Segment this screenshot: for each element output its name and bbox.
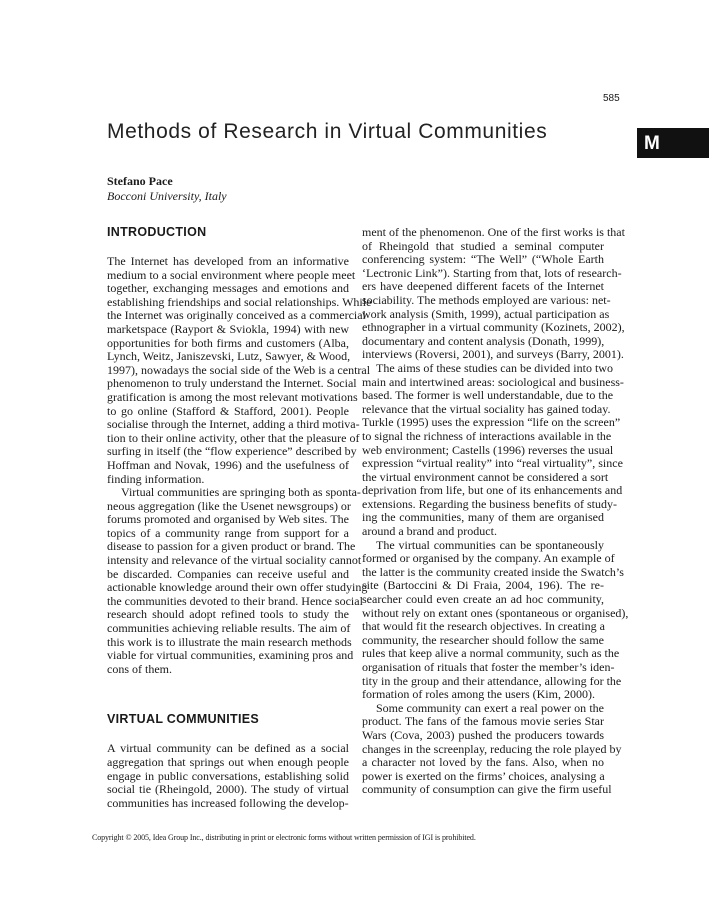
text-line: Hoffman and Novak, 1996) and the usefulness of: [107, 457, 349, 472]
text-line: together, exchanging messages and emotions and: [107, 281, 349, 296]
heading-introduction: INTRODUCTION: [107, 225, 207, 239]
text-line: Lynch, Weitz, Janiszevski, Lutz, Sawyer, & Wood,: [107, 349, 351, 364]
section-tab: M: [637, 128, 709, 158]
right-column: [362, 225, 629, 797]
text-line: to go online (Stafford & Stafford, 2001). People: [107, 403, 349, 418]
text-line: web environment; Castells (1996) reverses the usual: [362, 442, 614, 457]
text-line: communities achieving reliable results. The aim of: [107, 621, 351, 636]
text-line: topics of a community range from support for a: [107, 525, 349, 540]
text-line: social tie (Rheingold, 2000). The study of virtual: [107, 782, 349, 797]
paragraph: [107, 254, 372, 486]
text-line: rules that keep alive a normal community, such as the: [362, 646, 620, 661]
text-line: socialise through the Internet, adding a third motiva-: [107, 417, 360, 432]
paragraph: [107, 742, 349, 810]
text-line: conferencing system: “The Well” (“Whole Earth: [362, 252, 604, 267]
text-line: community of consumption can give the firm useful: [362, 782, 612, 797]
text-line: Virtual communities are springing both as sponta-: [121, 485, 361, 500]
text-line: this work is to illustrate the main research methods: [107, 634, 352, 649]
paragraph: [362, 360, 624, 539]
author-name: Stefano Pace: [107, 174, 173, 188]
paragraph: [362, 700, 622, 797]
text-line: medium to a social environment where people meet: [107, 267, 356, 282]
text-line: formed or organised by the company. An example of: [362, 551, 615, 566]
text-line: opportunities for both firms and customers (Alba,: [107, 335, 349, 350]
text-line: aggregation that springs out when enough people: [107, 755, 349, 769]
text-line: Turkle (1995) uses the expression “life on the screen”: [362, 415, 621, 430]
text-line: marketspace (Rayport & Sviokla, 1994) with new: [107, 321, 349, 336]
text-line: sociability. The methods employed are various: net-: [362, 292, 611, 307]
text-line: extensions. Regarding the business benefits of study-: [362, 496, 617, 511]
text-line: ethnographer in a virtual community (Kozinets, 2002),: [362, 320, 625, 335]
text-line: changes in the screenplay, reducing the role played by: [362, 741, 622, 756]
text-line: the virtual environment cannot be considered a sort: [362, 469, 609, 484]
text-line: the communities devoted to their brand. Hence social: [107, 593, 363, 608]
text-line: documentary and content analysis (Donath, 1999),: [362, 333, 605, 348]
text-line: finding information.: [107, 471, 205, 486]
paragraph: [362, 537, 629, 702]
text-line: ‘Lectronic Link”). Starting from that, lots of research-: [362, 265, 622, 280]
text-line: Wars (Cova, 2003) pushed the producers towards: [362, 727, 604, 742]
text-line: disease to passion for a given product or brand. The: [107, 539, 356, 554]
text-line: forums promoted and organised by Web sites. The: [107, 512, 349, 527]
text-line: ers have deepened different facets of the Internet: [362, 279, 604, 294]
text-line: product. The fans of the famous movie series Star: [362, 714, 604, 729]
text-line: viable for virtual communities, examining pros and: [107, 648, 354, 663]
text-line: a character not loved by the fans. Also, when no: [362, 755, 604, 770]
text-line: engage in public conversations, establishing solid: [107, 768, 349, 783]
text-line: ing the communities, many of them are organised: [362, 510, 604, 525]
article-title: Methods of Research in Virtual Communities: [107, 120, 548, 143]
text-line: tion to their online activity, other that the pleasure of: [107, 430, 360, 445]
text-line: based. The former is well understandable, due to the: [362, 388, 614, 403]
text-line: to signal the richness of interactions available in the: [362, 428, 612, 443]
page-number: 585: [603, 93, 620, 104]
text-line: work analysis (Smith, 1999), actual participation as: [362, 306, 610, 321]
text-line: tity in the group and their attendance, allowing for the: [362, 673, 622, 688]
text-line: research should adopt refined tools to study the: [107, 607, 349, 622]
text-line: expression “virtual reality” into “real virtuality”, since: [362, 456, 623, 471]
text-line: community, the researcher should follow the same: [362, 632, 604, 647]
text-line: gratification is among the most relevant motivations: [107, 389, 358, 404]
heading-virtual-communities: VIRTUAL COMMUNITIES: [107, 712, 259, 727]
left-column: [107, 225, 372, 810]
text-line: actionable knowledge around their own offer studying: [107, 580, 368, 595]
text-line: the Internet was originally conceived as a commercial: [107, 308, 366, 323]
text-line: that would fit the research objectives. In creating a: [362, 619, 605, 634]
text-line: deprivation from life, but one of its enhancements and: [362, 483, 623, 498]
text-line: site (Bartoccini & Di Fraia, 2004, 196). The re-: [362, 578, 604, 593]
text-line: surfing in itself (the “flow experience” described by: [107, 444, 357, 459]
text-line: ment of the phenomenon. One of the first works is that: [362, 225, 625, 239]
paragraph: [362, 225, 625, 362]
text-line: of Rheingold that studied a seminal computer: [362, 238, 604, 253]
copyright-notice: Copyright © 2005, Idea Group Inc., distributing in print or electronic forms without written permission of IGI is prohibited.: [92, 833, 476, 842]
text-line: communities has increased following the develop-: [107, 795, 349, 810]
text-line: Some community can exert a real power on the: [376, 700, 604, 715]
text-line: cons of them.: [107, 661, 172, 676]
text-line: The virtual communities can be spontaneously: [376, 537, 604, 552]
author-affiliation: Bocconi University, Italy: [107, 189, 227, 203]
text-line: intensity and relevance of the virtual sociality cannot: [107, 553, 362, 568]
text-line: establishing friendships and social relationships. While: [107, 294, 372, 309]
text-line: organisation of rituals that foster the member’s iden-: [362, 660, 615, 674]
text-line: interviews (Roversi, 2001), and surveys (Barry, 2001).: [362, 347, 624, 362]
text-line: searcher could even create an ad hoc community,: [362, 592, 604, 607]
text-line: The aims of these studies can be divided into two: [376, 360, 613, 375]
text-line: 1997), nowadays the social side of the Web is a central: [107, 362, 371, 377]
text-line: around a brand and product.: [362, 524, 497, 539]
text-line: The Internet has developed from an informative: [107, 254, 349, 268]
text-line: relevance that the virtual sociality has gained today.: [362, 401, 611, 416]
text-line: formation of roles among the users (Kim, 2000).: [362, 687, 595, 702]
paragraph: [107, 485, 368, 676]
text-line: A virtual community can be defined as a social: [107, 741, 349, 756]
text-line: phenomenon to truly understand the Internet. Social: [107, 376, 357, 391]
text-line: the latter is the community created inside the Swatch’s: [362, 564, 624, 579]
text-line: power is exerted on the firms’ choices, analysing a: [362, 768, 605, 783]
text-line: main and intertwined areas: sociological and business-: [362, 374, 624, 389]
text-line: be discarded. Companies can receive useful and: [107, 566, 349, 581]
text-line: neous aggregation (like the Usenet newsgroups) or: [107, 498, 351, 513]
text-line: without rely on extant ones (spontaneous or organised),: [362, 605, 629, 620]
